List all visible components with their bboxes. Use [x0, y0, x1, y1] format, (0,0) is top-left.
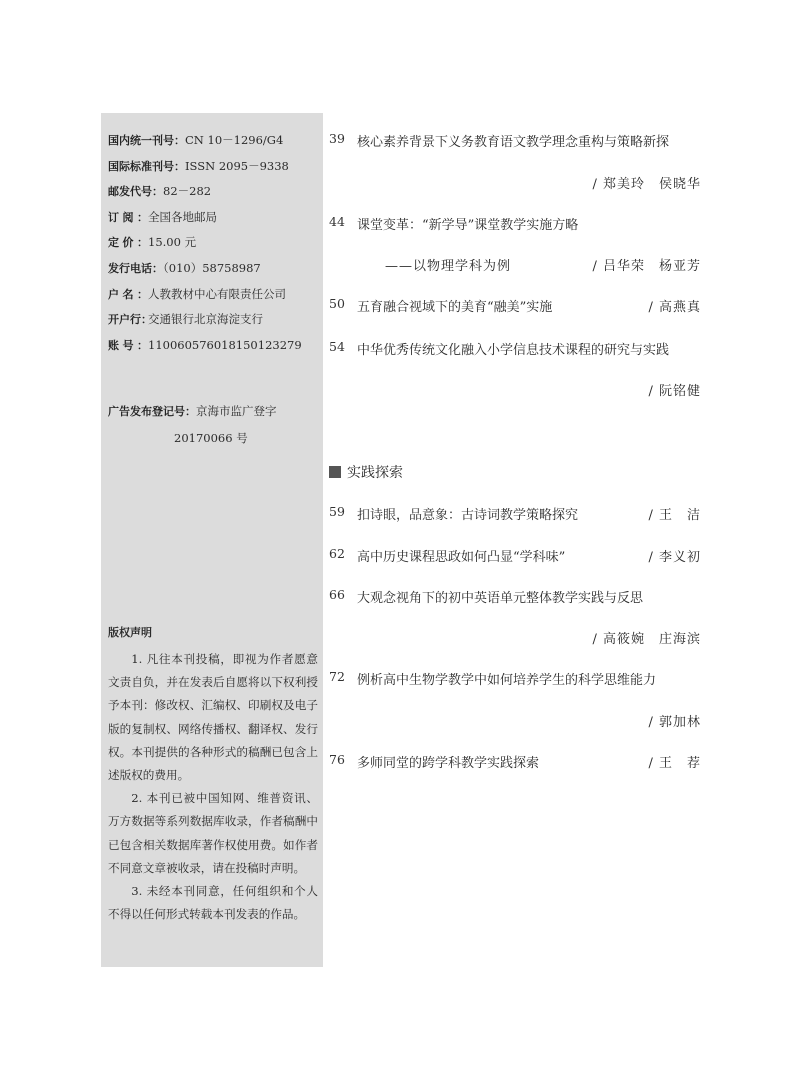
toc-page: 39 — [329, 131, 345, 146]
copyright-paragraph: 1. 凡往本刊投稿，即视为作者愿意文责自负，并在发表后自愿将以下权利授予本刊：修改权、汇编权、印刷权及电子版的复制权、网络传播权、翻译权、发行权。本刊提供的各种形式的稿酬已包含上述版权的费用。 — [108, 652, 318, 783]
info-row-issn: 国际标准刊号：ISSN 2095－9338 — [108, 158, 289, 173]
toc-author: / 高燕真 — [648, 300, 701, 315]
toc-title: 高中历史课程思政如何凸显“学科味” — [357, 550, 566, 565]
section-heading: 实践探索 — [329, 462, 403, 482]
toc-page: 66 — [329, 587, 345, 602]
toc-author: / 吕华荣 杨亚芳 — [592, 259, 701, 274]
ad-registration: 广告发布登记号：京海市监广登字 20170066 号 — [108, 404, 277, 445]
toc-title: 例析高中生物学教学中如何培养学生的科学思维能力 — [357, 673, 657, 688]
copyright-notice — [108, 624, 318, 926]
info-row-price: 定价：15.00 元 — [108, 235, 197, 250]
publication-info — [108, 128, 320, 358]
toc-author: / 阮铭健 — [648, 384, 701, 399]
toc-page: 76 — [329, 752, 345, 767]
toc-page: 62 — [329, 546, 345, 561]
toc-author: / 高筱婉 庄海滨 — [592, 632, 701, 647]
toc-title: 课堂变革：“新学导”课堂教学实施方略 — [357, 218, 579, 233]
copyright-paragraph: 3. 未经本刊同意，任何组织和个人不得以任何形式转载本刊发表的作品。 — [108, 884, 318, 922]
info-row-account-number: 账号：110060576018150123279 — [108, 337, 302, 352]
toc-page: 72 — [329, 669, 345, 684]
copyright-paragraph: 2. 本刊已被中国知网、维普资讯、万方数据等系列数据库收录，作者稿酬中已包含相关数据库著作权使用费。如作者不同意文章被收录，请在投稿时声明。 — [108, 791, 318, 875]
info-row-bank: 开户行：交通银行北京海淀支行 — [108, 312, 263, 327]
toc-title: 核心素养背景下义务教育语文教学理念重构与策略新探 — [357, 135, 670, 150]
toc-page: 54 — [329, 339, 345, 354]
toc-title: 大观念视角下的初中英语单元整体教学实践与反思 — [357, 591, 644, 606]
info-row-postal-code: 邮发代号：82－282 — [108, 184, 212, 199]
copyright-heading: 版权声明 — [108, 626, 152, 639]
toc-subtitle: ——以物理学科为例 — [385, 259, 512, 274]
toc-page: 59 — [329, 504, 345, 519]
toc-author: / 郭加林 — [648, 715, 701, 730]
toc-title: 中华优秀传统文化融入小学信息技术课程的研究与实践 — [357, 343, 670, 358]
toc-author: / 王 洁 — [648, 508, 701, 523]
toc-page: 50 — [329, 296, 345, 311]
toc-page: 44 — [329, 214, 345, 229]
toc-author: / 王 荐 — [648, 756, 701, 771]
toc-author: / 李义初 — [648, 550, 701, 565]
toc-title: 五育融合视域下的美育“融美”实施 — [357, 300, 553, 315]
info-row-cn: 国内统一刊号：CN 10－1296/G4 — [108, 133, 284, 147]
toc-author: / 郑美玲 侯晓华 — [592, 177, 701, 192]
toc-title: 多师同堂的跨学科教学实践探索 — [357, 756, 540, 771]
info-row-subscription: 订阅：全国各地邮局 — [108, 209, 217, 224]
info-row-account-name: 户名：人教教材中心有限责任公司 — [108, 286, 286, 301]
info-row-phone: 发行电话：（010）58758987 — [108, 260, 261, 275]
toc-title: 扣诗眼，品意象：古诗词教学策略探究 — [357, 508, 579, 523]
square-bullet-icon — [329, 466, 341, 478]
